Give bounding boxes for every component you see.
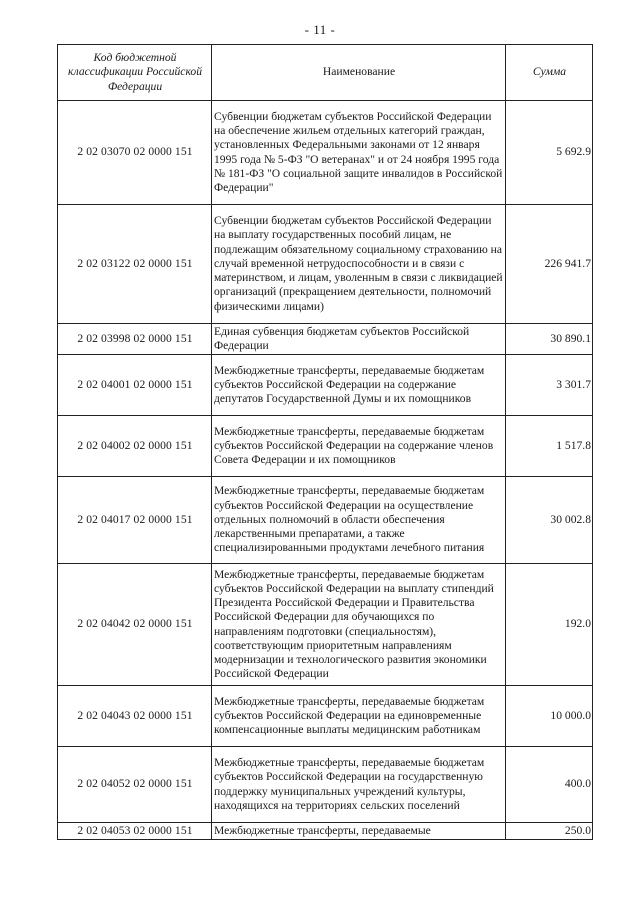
row-sum: 5 692.9 <box>506 101 593 205</box>
row-sum: 10 000.0 <box>506 686 593 747</box>
row-code: 2 02 04053 02 0000 151 <box>58 823 212 840</box>
row-name: Межбюджетные трансферты, передаваемые бюджетам субъектов Российской Федерации на содержание членов Совета Федерации и их помощников <box>212 416 506 477</box>
header-name: Наименование <box>212 45 506 101</box>
row-sum: 250.0 <box>506 823 593 840</box>
table-row <box>58 686 593 747</box>
header-code: Код бюджетной классификации Российской Федерации <box>58 45 212 101</box>
row-code: 2 02 04001 02 0000 151 <box>58 355 212 416</box>
table-row <box>58 355 593 416</box>
table-row <box>58 747 593 823</box>
row-name: Субвенции бюджетам субъектов Российской Федерации на обеспечение жильем отдельных категорий граждан, установленных Федеральными законами от 12 января 1995 года № 5-ФЗ "О ветеранах" и от 24 ноября 1995 года № 181-ФЗ "О социальной защите инвалидов в Российской Федерации" <box>212 101 506 205</box>
row-code: 2 02 04043 02 0000 151 <box>58 686 212 747</box>
header-sum: Сумма <box>506 45 593 101</box>
row-code: 2 02 03122 02 0000 151 <box>58 205 212 324</box>
row-name: Единая субвенция бюджетам субъектов Российской Федерации <box>212 324 506 355</box>
row-code: 2 02 04002 02 0000 151 <box>58 416 212 477</box>
table-row <box>58 101 593 205</box>
row-name: Межбюджетные трансферты, передаваемые бюджетам субъектов Российской Федерации на единовременные компенсационные выплаты медицинским работникам <box>212 686 506 747</box>
row-sum: 192.0 <box>506 564 593 686</box>
row-code: 2 02 04052 02 0000 151 <box>58 747 212 823</box>
row-sum: 226 941.7 <box>506 205 593 324</box>
row-sum: 30 002.8 <box>506 477 593 564</box>
row-code: 2 02 03998 02 0000 151 <box>58 324 212 355</box>
row-name: Межбюджетные трансферты, передаваемые <box>212 823 506 840</box>
table-header-row <box>58 45 593 101</box>
row-code: 2 02 04017 02 0000 151 <box>58 477 212 564</box>
budget-table <box>57 44 593 840</box>
row-sum: 3 301.7 <box>506 355 593 416</box>
row-code: 2 02 03070 02 0000 151 <box>58 101 212 205</box>
row-name: Субвенции бюджетам субъектов Российской Федерации на выплату государственных пособий лицам, не подлежащим обязательному социальному страхованию на случай временной нетрудоспособности и в связи с материнством, и лицам, уволенным в связи с ликвидацией организаций (прекращением деятельности, полномочий физическими лицами) <box>212 205 506 324</box>
table-row <box>58 324 593 355</box>
table-row <box>58 564 593 686</box>
row-name: Межбюджетные трансферты, передаваемые бюджетам субъектов Российской Федерации на выплату стипендий Президента Российской Федерации и Правительства Российской Федерации для обучающихся по направлениям подготовки (специальностям), соответствующим приоритетным направлениям модернизации и технологического развития экономики Российской Федерации <box>212 564 506 686</box>
table-row <box>58 477 593 564</box>
table-row <box>58 823 593 840</box>
row-sum: 400.0 <box>506 747 593 823</box>
page-number: - 11 - <box>304 22 336 37</box>
row-name: Межбюджетные трансферты, передаваемые бюджетам субъектов Российской Федерации на государственную поддержку муниципальных учреждений культуры, находящихся на территориях сельских поселений <box>212 747 506 823</box>
row-sum: 1 517.8 <box>506 416 593 477</box>
table-row <box>58 205 593 324</box>
row-name: Межбюджетные трансферты, передаваемые бюджетам субъектов Российской Федерации на содержание депутатов Государственной Думы и их помощников <box>212 355 506 416</box>
table-row <box>58 416 593 477</box>
row-name: Межбюджетные трансферты, передаваемые бюджетам субъектов Российской Федерации на осуществление отдельных полномочий в области обеспечения лекарственными препаратами, а также специализированными продуктами лечебного питания <box>212 477 506 564</box>
row-sum: 30 890.1 <box>506 324 593 355</box>
row-code: 2 02 04042 02 0000 151 <box>58 564 212 686</box>
